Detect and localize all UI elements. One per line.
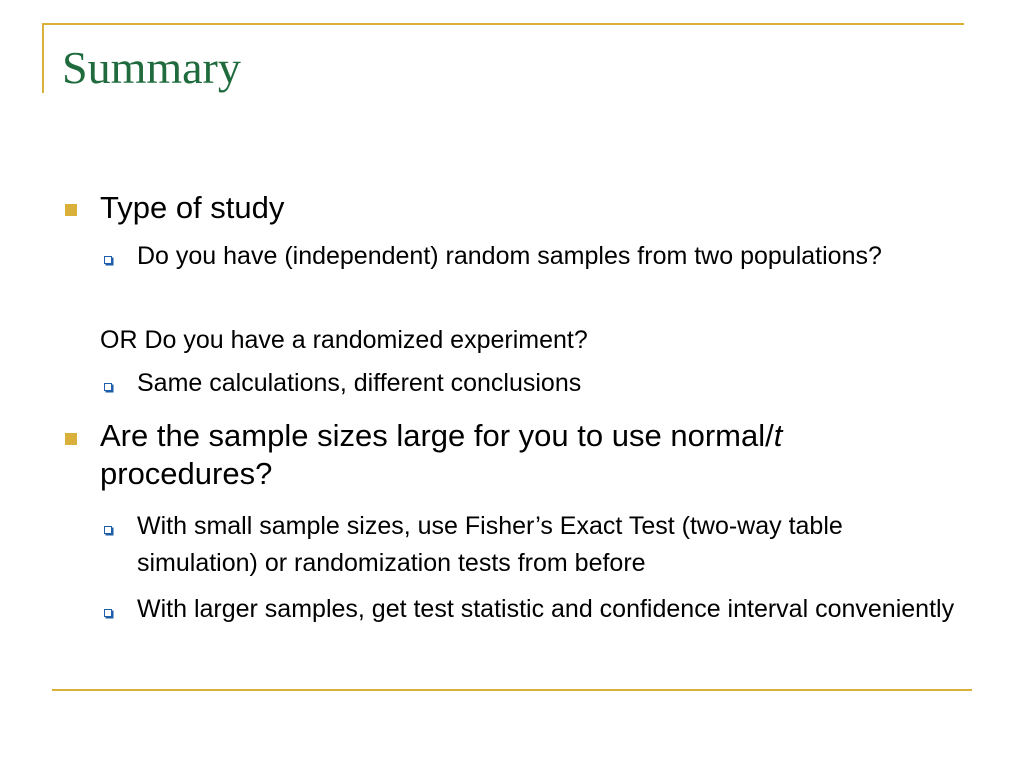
sub-bullet-small-sample: With small sample sizes, use Fisher’s Exact Test (two-way table simulation) or randomization tests from before	[137, 512, 843, 577]
hollow-square-bullet-icon	[104, 526, 112, 534]
square-bullet-icon	[65, 204, 77, 216]
sub-bullet-random-samples: Do you have (independent) random samples from two populations?	[137, 242, 882, 270]
slide-title: Summary	[62, 42, 241, 93]
bottom-rule-line	[52, 689, 972, 691]
bullet-sample-sizes-end: procedures?	[100, 456, 273, 491]
italic-t: t	[773, 418, 783, 453]
bullet-type-of-study: Type of study	[100, 190, 285, 225]
bullet-sample-sizes	[100, 417, 980, 493]
sub-bullet-same-calculations: Same calculations, different conclusions	[137, 369, 582, 397]
square-bullet-icon	[65, 433, 77, 445]
hollow-square-bullet-icon	[104, 256, 112, 264]
hollow-square-bullet-icon	[104, 383, 112, 391]
bullet-sample-sizes-text: Are the sample sizes large for you to use normal/	[100, 418, 774, 453]
sub-bullet-larger-samples: With larger samples, get test statistic and confidence interval conveniently	[137, 595, 955, 623]
plain-line-randomized-experiment: OR Do you have a randomized experiment?	[100, 326, 588, 354]
hollow-square-bullet-icon	[104, 609, 112, 617]
